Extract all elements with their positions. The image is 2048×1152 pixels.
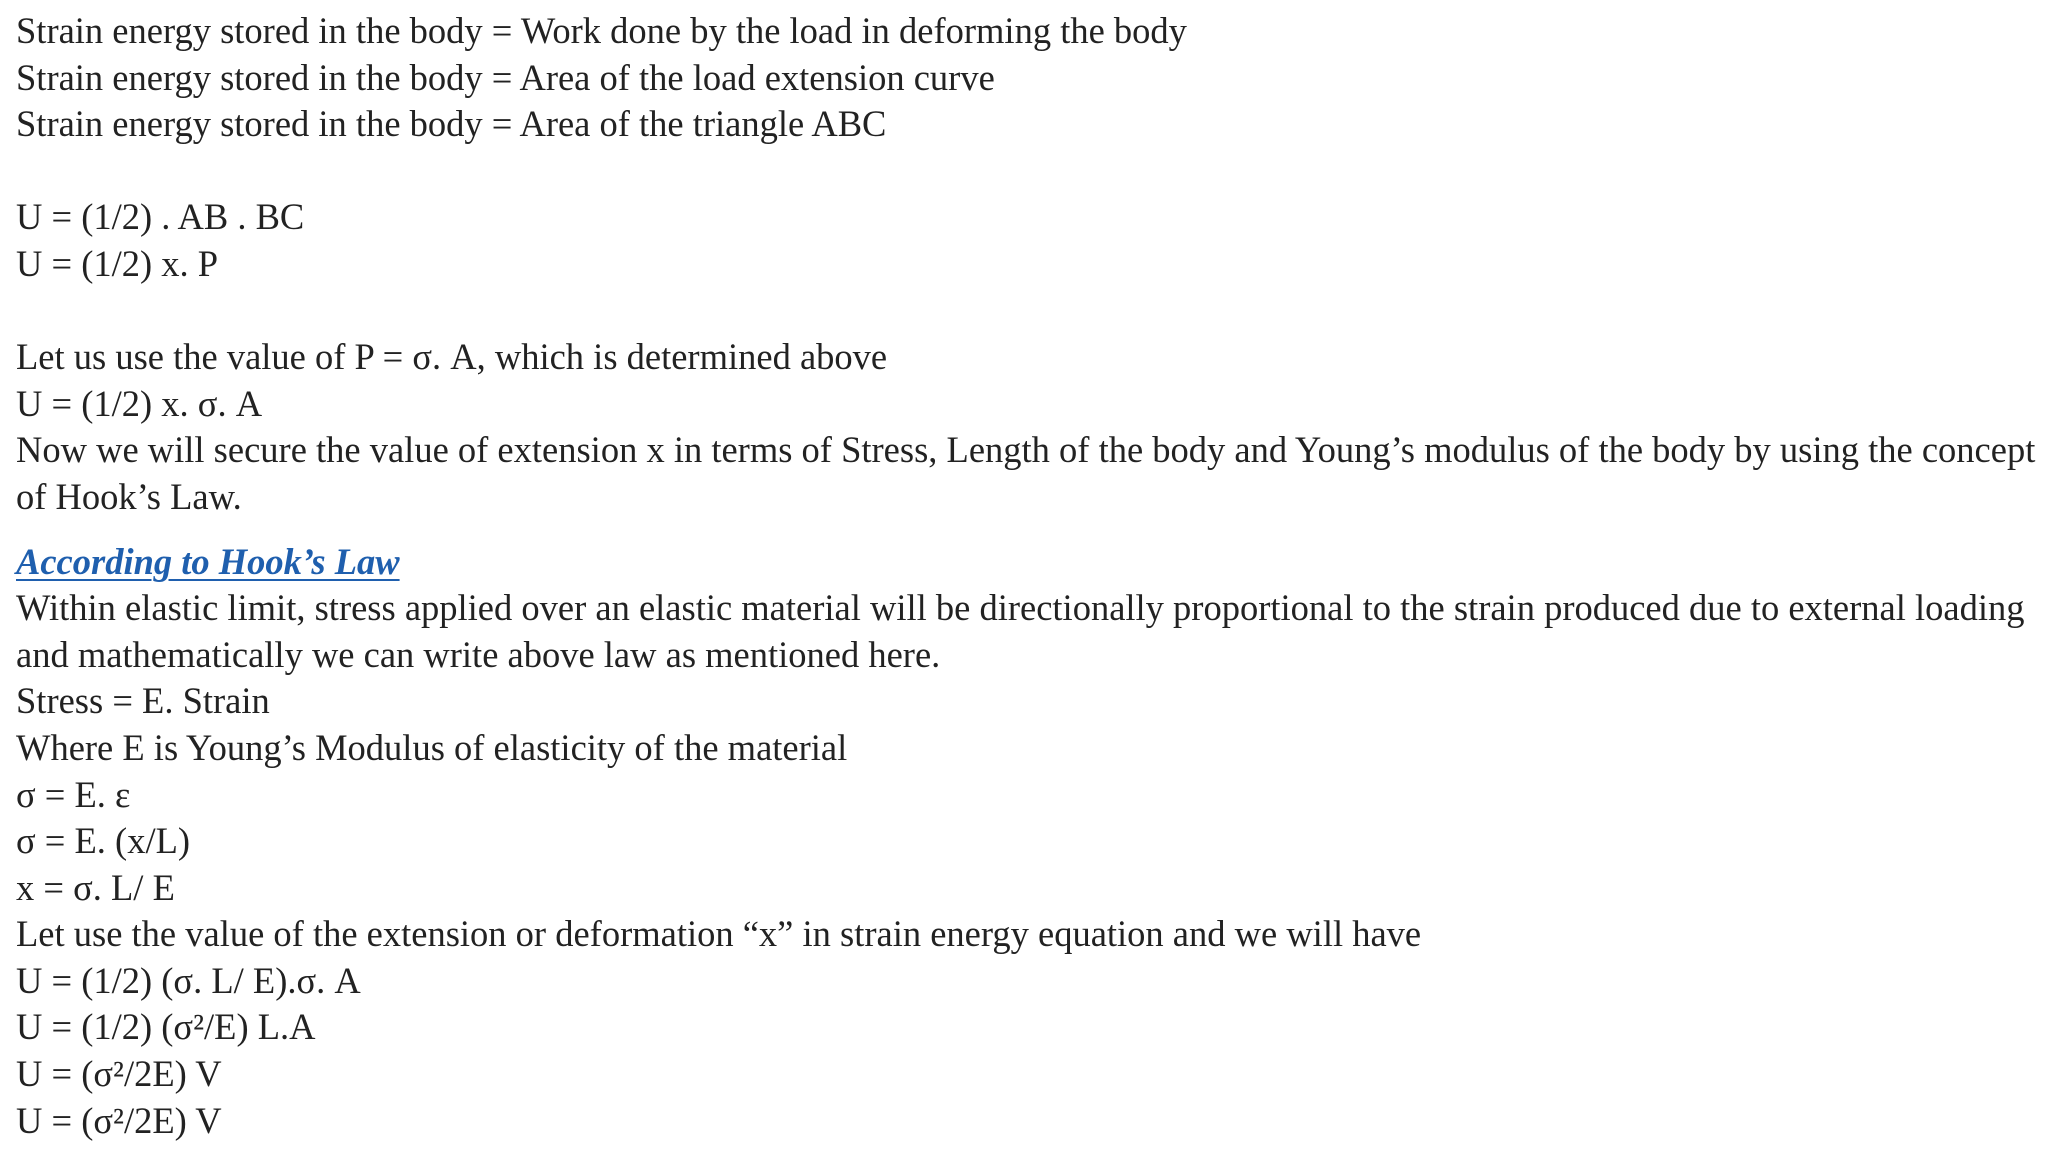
text-line-where-e: Where E is Young’s Modulus of elasticity of the material bbox=[16, 726, 848, 768]
equation-u-x-p: U = (1/2) x. P bbox=[16, 242, 219, 284]
text-line-value-of-p: Let us use the value of P = σ. A, which is determined above bbox=[16, 336, 888, 378]
equation-x-sigma-l-e: x = σ. L/ E bbox=[16, 866, 175, 908]
hookes-law-heading-link[interactable]: According to Hook’s Law bbox=[16, 540, 400, 582]
equation-u-sigma-squared-v-2: U = (σ²/2E) V bbox=[16, 1099, 222, 1141]
equation-sigma-e-x-l: σ = E. (x/L) bbox=[16, 820, 191, 862]
spacer bbox=[16, 521, 2036, 539]
paragraph-hookes-law: Within elastic limit, stress applied over an elastic material will be directionally proportional to the strain produced due to external loading and mathematically we can write above law as mentioned here. bbox=[16, 587, 2025, 675]
blank-line bbox=[16, 288, 2036, 335]
equation-u-ab-bc: U = (1/2) . AB . BC bbox=[16, 196, 305, 238]
equation-u-x-sigma-a: U = (1/2) x. σ. A bbox=[16, 382, 263, 424]
text-line-strain-energy-triangle: Strain energy stored in the body = Area of the triangle ABC bbox=[16, 103, 887, 145]
blank-line bbox=[16, 148, 2036, 195]
equation-u-sigma-l-e-sigma-a: U = (1/2) (σ. L/ E).σ. A bbox=[16, 959, 361, 1001]
equation-u-sigma-squared-la: U = (1/2) (σ²/E) L.A bbox=[16, 1006, 316, 1048]
paragraph-secure-extension: Now we will secure the value of extension x in terms of Stress, Length of the body and Young’s modulus of the body by using the concept of Hook’s Law. bbox=[16, 429, 2036, 517]
text-line-strain-energy-work-done: Strain energy stored in the body = Work done by the load in deforming the body bbox=[16, 10, 1187, 51]
text-line-strain-energy-area-curve: Strain energy stored in the body = Area of the load extension curve bbox=[16, 56, 995, 98]
equation-sigma-e-epsilon: σ = E. ε bbox=[16, 773, 131, 815]
equation-stress-e-strain: Stress = E. Strain bbox=[16, 680, 270, 722]
equation-u-sigma-squared-v-1: U = (σ²/2E) V bbox=[16, 1053, 222, 1095]
document-page bbox=[16, 8, 2036, 1144]
text-line-use-extension: Let use the value of the extension or deformation “x” in strain energy equation and we will have bbox=[16, 913, 1422, 955]
